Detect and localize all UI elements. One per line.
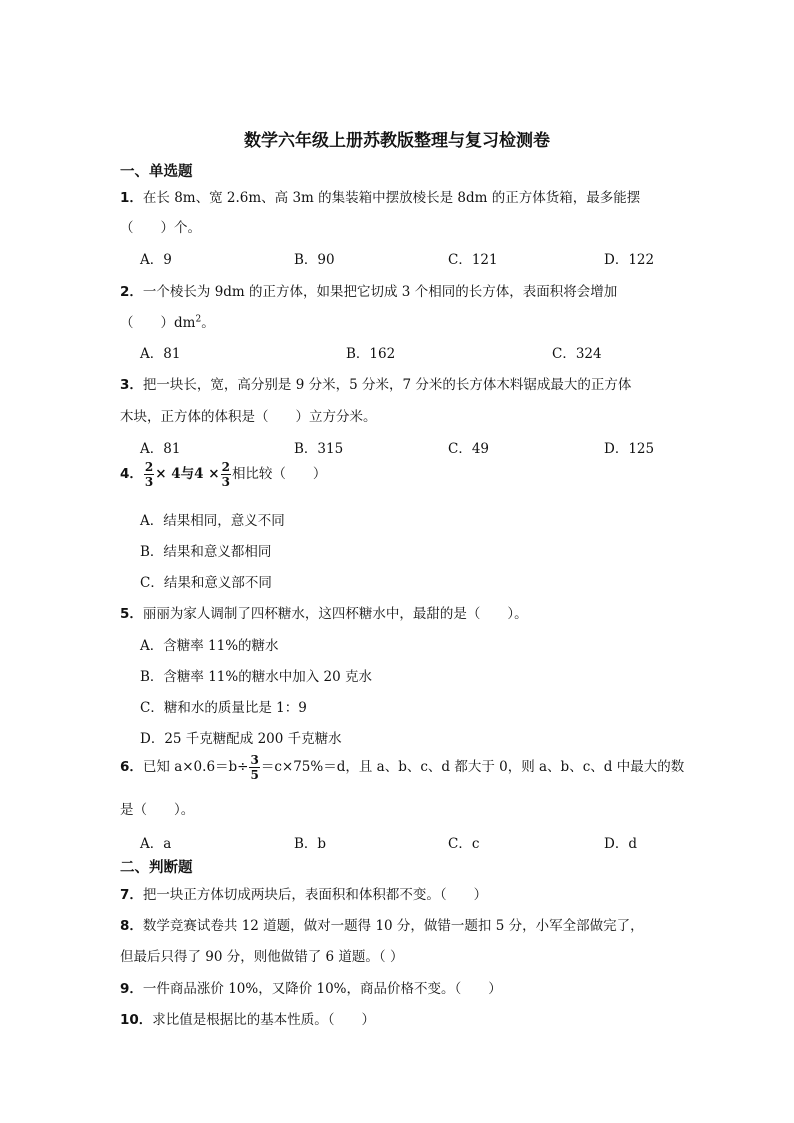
option-b: B．b [294, 836, 327, 852]
option-d: D．25 千克糖配成 200 千克糖水 [140, 731, 342, 747]
question-text: ＝c×75%＝d，且 a、b、c、d 都大于 0，则 a、b、c、d 中最大的数 [260, 759, 685, 775]
question-number: 9． [120, 981, 143, 997]
question-number: 2． [120, 284, 143, 300]
numerator: 3 [250, 753, 259, 767]
math-expression: × 4与4 × [155, 466, 220, 482]
question-5 [120, 602, 528, 622]
question-text: 相比较（ ） [231, 466, 327, 482]
question-text: 丽丽为家人调制了四杯糖水，这四杯糖水中，最甜的是（ ）。 [142, 606, 528, 622]
option-a: A．结果相同，意义不同 [140, 513, 285, 529]
denominator: 3 [221, 475, 230, 489]
question-4 [120, 461, 326, 488]
question-number: 1． [120, 190, 143, 206]
page-title: 数学六年级上册苏教版整理与复习检测卷 [244, 131, 550, 151]
option-a: A．9 [140, 252, 172, 268]
question-text: 。 [201, 315, 215, 331]
superscript: 2 [195, 314, 202, 325]
option-c: C．324 [552, 346, 602, 362]
question-text: 把一块长，宽，高分别是 9 分米，5 分米，7 分米的长方体木料锯成最大的正方体 [142, 377, 632, 393]
option-c: C．糖和水的质量比是 1：9 [140, 700, 307, 716]
option-a: A．含糖率 11%的糖水 [140, 638, 279, 654]
option-c: C．49 [448, 441, 490, 457]
question-6-line2: 是（ ）。 [120, 802, 195, 818]
question-number: 6． [120, 759, 143, 775]
option-d: D．122 [604, 252, 655, 268]
fraction [249, 754, 259, 781]
option-c: C．c [448, 836, 480, 852]
option-b: B．含糖率 11%的糖水中加入 20 克水 [140, 669, 372, 685]
option-d: D．125 [604, 441, 655, 457]
question-8 [120, 914, 644, 934]
option-b: B．162 [346, 346, 396, 362]
option-a: A．81 [140, 441, 181, 457]
fraction [144, 461, 154, 488]
option-a: A．a [140, 836, 172, 852]
question-number: 7． [120, 887, 143, 903]
question-8-line2: 但最后只得了 90 分，则他做错了 6 道题。（ ） [120, 949, 404, 965]
question-6 [120, 754, 684, 781]
numerator: 2 [144, 460, 154, 474]
option-b: B．结果和意义都相同 [140, 544, 272, 560]
section-heading-true-false: 二、判断题 [120, 860, 193, 876]
denominator: 5 [250, 768, 259, 782]
option-c: C．结果和意义部不同 [140, 575, 272, 591]
question-number: 8． [120, 918, 143, 934]
denominator: 3 [144, 475, 154, 489]
option-b: B．90 [294, 252, 335, 268]
question-text: 已知 a×0.6＝b÷ [142, 759, 249, 775]
question-text: 求比值是根据比的基本性质。（ ） [152, 1012, 376, 1028]
question-10 [120, 1008, 375, 1028]
question-1-line2: （ ）个。 [120, 220, 201, 236]
option-b: B．315 [294, 441, 344, 457]
question-2 [120, 280, 617, 300]
option-a: A．81 [140, 346, 181, 362]
question-number: 3． [120, 377, 143, 393]
option-d: D．d [604, 836, 637, 852]
question-text: 把一块正方体切成两块后，表面积和体积都不变。（ ） [142, 887, 488, 903]
section-heading-single-choice: 一、单选题 [120, 164, 193, 180]
question-7 [120, 883, 487, 903]
fraction [221, 461, 231, 488]
question-9 [120, 977, 502, 997]
question-text: 一个棱长为 9dm 的正方体，如果把它切成 3 个相同的长方体，表面积将会增加 [142, 284, 618, 300]
option-c: C．121 [448, 252, 498, 268]
question-text: 数学竞赛试卷共 12 道题，做对一题得 10 分，做错一题扣 5 分，小军全部做完了， [142, 918, 644, 934]
question-number: 5． [120, 606, 143, 622]
question-2-line2 [120, 311, 215, 331]
question-text: 在长 8m、宽 2.6m、高 3m 的集装箱中摆放棱长是 8dm 的正方体货箱，最多能摆 [142, 190, 641, 206]
question-text: 一件商品涨价 10%，又降价 10%，商品价格不变。（ ） [142, 981, 502, 997]
numerator: 2 [221, 460, 230, 474]
question-number: 4． [120, 466, 143, 482]
question-3-line2: 木块，正方体的体积是（ ）立方分米。 [120, 409, 377, 425]
question-number: 10． [120, 1012, 153, 1028]
question-3 [120, 373, 631, 393]
question-1 [120, 186, 640, 206]
question-text: （ ）dm [120, 315, 196, 331]
